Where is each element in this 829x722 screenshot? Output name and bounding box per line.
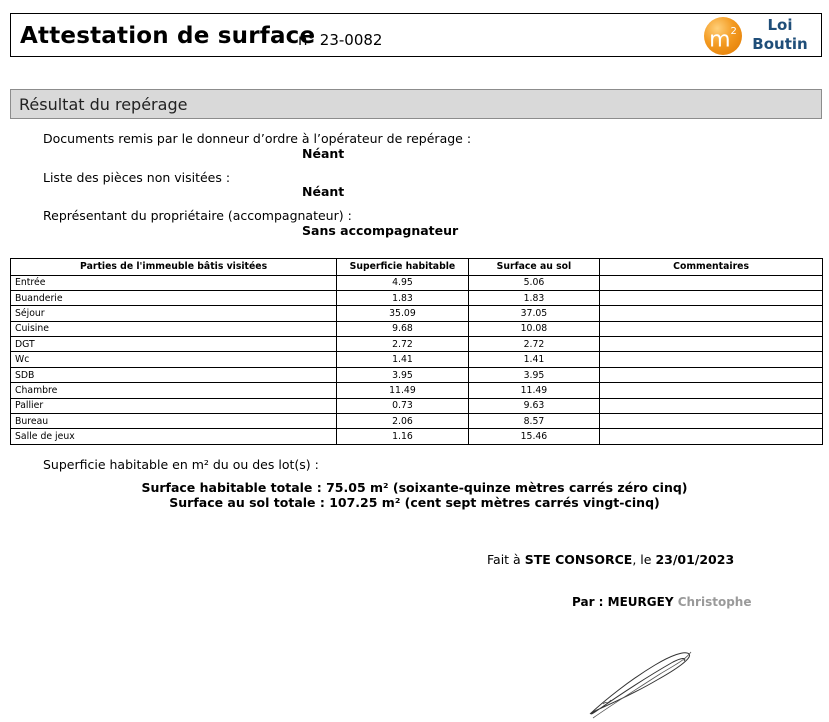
room-name-cell: Buanderie bbox=[11, 290, 337, 305]
habitable-total: Surface habitable totale : 75.05 m² (soixante-quinze mètres carrés zéro cinq) bbox=[141, 480, 688, 495]
comment-cell bbox=[600, 352, 823, 367]
habitable-area-cell: 1.83 bbox=[337, 290, 468, 305]
room-name-cell: Chambre bbox=[11, 383, 337, 398]
column-header-sol: Surface au sol bbox=[468, 259, 599, 276]
comment-cell bbox=[600, 321, 823, 336]
document-title: Attestation de surface bbox=[20, 23, 316, 49]
habitable-area-cell: 2.72 bbox=[337, 337, 468, 352]
documents-value: Néant bbox=[302, 146, 345, 161]
header-box bbox=[10, 13, 822, 57]
column-header-habitable: Superficie habitable bbox=[337, 259, 468, 276]
table-header-row bbox=[11, 259, 823, 276]
room-name-cell: Pallier bbox=[11, 398, 337, 413]
room-name-cell: Bureau bbox=[11, 414, 337, 429]
sol-area-cell: 3.95 bbox=[468, 367, 599, 382]
signer-name: MEURGEY bbox=[607, 595, 674, 609]
table-row bbox=[11, 398, 823, 413]
sol-area-cell: 11.49 bbox=[468, 383, 599, 398]
table-row bbox=[11, 337, 823, 352]
habitable-area-cell: 1.16 bbox=[337, 429, 468, 444]
signer bbox=[572, 595, 751, 609]
fait-place: STE CONSORCE bbox=[524, 552, 633, 567]
summary-label: Superficie habitable en m² du ou des lot(s) : bbox=[43, 457, 319, 472]
table-row bbox=[11, 306, 823, 321]
signer-prefix: Par : bbox=[572, 595, 608, 609]
rooms-table bbox=[10, 258, 823, 445]
table-row bbox=[11, 429, 823, 444]
room-name-cell: Salle de jeux bbox=[11, 429, 337, 444]
representative-value: Sans accompagnateur bbox=[302, 223, 459, 238]
table-row bbox=[11, 321, 823, 336]
signer-firstname: Christophe bbox=[677, 595, 752, 609]
m2-logo-icon bbox=[704, 17, 742, 55]
non-visited-label: Liste des pièces non visitées : bbox=[43, 170, 231, 185]
habitable-area-cell: 1.41 bbox=[337, 352, 468, 367]
logo-line-2: Boutin bbox=[752, 35, 808, 53]
comment-cell bbox=[600, 290, 823, 305]
column-header-parties: Parties de l'immeuble bâtis visitées bbox=[11, 259, 337, 276]
comment-cell bbox=[600, 383, 823, 398]
room-name-cell: SDB bbox=[11, 367, 337, 382]
sol-area-cell: 8.57 bbox=[468, 414, 599, 429]
room-name-cell: Séjour bbox=[11, 306, 337, 321]
table-row bbox=[11, 352, 823, 367]
room-name-cell: Cuisine bbox=[11, 321, 337, 336]
table-row bbox=[11, 383, 823, 398]
signature-image bbox=[585, 640, 695, 720]
comment-cell bbox=[600, 306, 823, 321]
section-header bbox=[10, 89, 822, 119]
comment-cell bbox=[600, 337, 823, 352]
fait-date: 23/01/2023 bbox=[655, 552, 735, 567]
fait-prefix: Fait à bbox=[487, 552, 525, 567]
table-row bbox=[11, 367, 823, 382]
sol-total: Surface au sol totale : 107.25 m² (cent sept mètres carrés vingt-cinq) bbox=[169, 495, 660, 510]
document-number: n° 23-0082 bbox=[298, 31, 383, 49]
logo-sup: 2 bbox=[730, 26, 737, 37]
column-header-commentaires: Commentaires bbox=[600, 259, 823, 276]
sol-area-cell: 1.41 bbox=[468, 352, 599, 367]
sol-area-cell: 37.05 bbox=[468, 306, 599, 321]
habitable-area-cell: 2.06 bbox=[337, 414, 468, 429]
section-title: Résultat du repérage bbox=[19, 95, 188, 114]
sol-area-cell: 10.08 bbox=[468, 321, 599, 336]
room-name-cell: DGT bbox=[11, 337, 337, 352]
comment-cell bbox=[600, 398, 823, 413]
comment-cell bbox=[600, 429, 823, 444]
habitable-area-cell: 4.95 bbox=[337, 275, 468, 290]
date-prefix: , le bbox=[632, 552, 656, 567]
sol-area-cell: 9.63 bbox=[468, 398, 599, 413]
sol-area-cell: 2.72 bbox=[468, 337, 599, 352]
sol-area-cell: 15.46 bbox=[468, 429, 599, 444]
non-visited-value: Néant bbox=[302, 184, 345, 199]
table-row bbox=[11, 275, 823, 290]
table-row bbox=[11, 290, 823, 305]
table-row bbox=[11, 414, 823, 429]
comment-cell bbox=[600, 414, 823, 429]
comment-cell bbox=[600, 275, 823, 290]
logo-line-1: Loi bbox=[767, 16, 793, 34]
comment-cell bbox=[600, 367, 823, 382]
habitable-area-cell: 35.09 bbox=[337, 306, 468, 321]
logo-mark: m bbox=[709, 27, 731, 53]
documents-label: Documents remis par le donneur d’ordre à l’opérateur de repérage : bbox=[43, 131, 472, 146]
habitable-area-cell: 11.49 bbox=[337, 383, 468, 398]
room-name-cell: Wc bbox=[11, 352, 337, 367]
fait-a bbox=[487, 552, 734, 567]
sol-area-cell: 5.06 bbox=[468, 275, 599, 290]
representative-label: Représentant du propriétaire (accompagnateur) : bbox=[43, 208, 352, 223]
habitable-area-cell: 3.95 bbox=[337, 367, 468, 382]
habitable-area-cell: 9.68 bbox=[337, 321, 468, 336]
room-name-cell: Entrée bbox=[11, 275, 337, 290]
sol-area-cell: 1.83 bbox=[468, 290, 599, 305]
logo-text bbox=[749, 16, 811, 54]
habitable-area-cell: 0.73 bbox=[337, 398, 468, 413]
